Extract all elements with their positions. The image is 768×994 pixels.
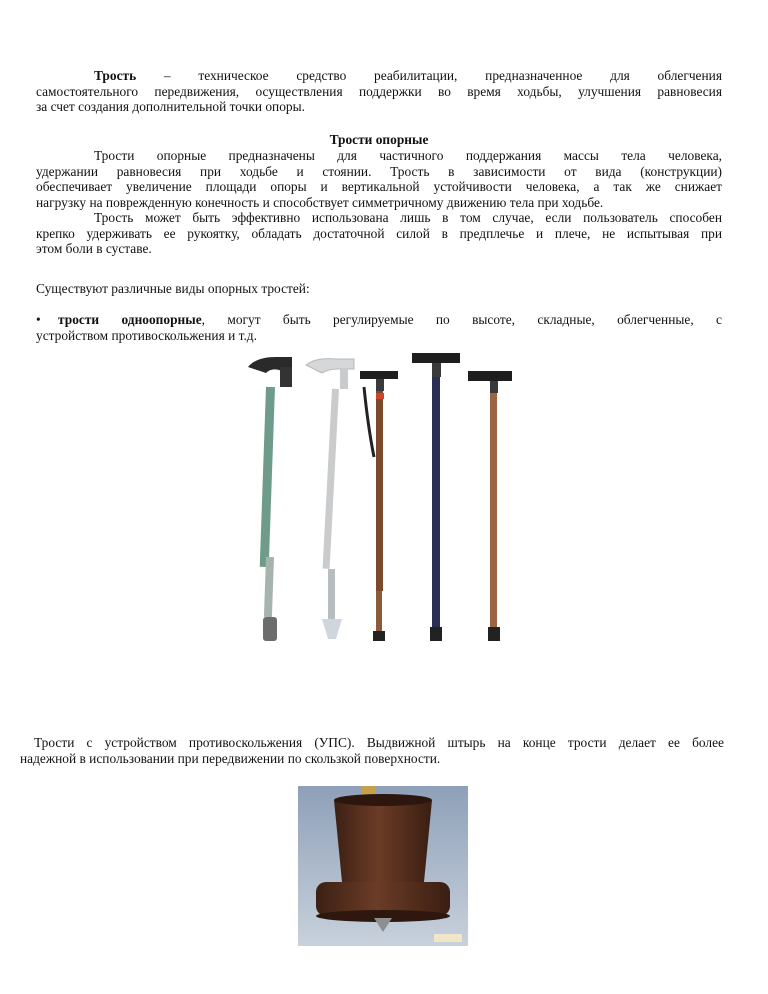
p2-line3: этом боли в суставе. [36,241,152,256]
section-paragraph-1 [36,148,722,257]
walking-canes-icon [236,347,536,659]
section-title: Трости опорные [329,132,429,147]
bullet-term: трости одноопорные [58,312,202,327]
cane-copper [468,371,512,641]
p1-line3: обеспечивает увеличение площади опоры и вертикальной устойчивости человека, а так же снижает [36,179,722,194]
p2-line1: Трость может быть эффективно использована лишь в том случае, если пользователь способен [94,210,722,225]
types-intro: Существуют различные виды опорных тростей: [36,281,310,296]
ups-line2: надежной в использовании при передвижении по скользкой поверхности. [20,750,441,766]
ups-line1: Трости с устройством противоскольжения (УПС). Выдвижной штырь на конце трости делает ее более [34,735,724,750]
bullet-rest-line2: устройством противоскольжения и т.д. [36,327,257,343]
p2-line2: крепко удерживать ее рукоятку, обладать достаточной силой в предплечье и плече, не испытывая при [36,225,722,241]
intro-term: Трость [94,68,137,83]
intro-line1: – техническое средство реабилитации, предназначенное для облегчения [163,68,722,83]
p1-line4: нагрузку на поврежденную конечность и способствует симметричному движению тела при ходьбе. [36,194,604,210]
cane-silver [306,359,354,639]
cane-navy [412,353,460,641]
ups-paragraph [20,735,724,766]
canes-photo [236,347,536,659]
bullet-marker: • [36,312,41,327]
bullet-rest-line1: , могут быть регулируемые по высоте, складные, облегченные, с [201,312,722,327]
cane-green [248,357,292,641]
cane-bronze [360,371,398,641]
intro-line3: за счет создания дополнительной точки опоры. [36,99,305,114]
intro-paragraph [36,68,722,115]
p1-line1: Трости опорные предназначены для частичного поддержания массы тела человека, [94,148,722,163]
bullet-item [36,312,722,343]
p1-line2: удержании равновесия при ходьбе и стоянии. Трость в зависимости от вида (конструкции) [36,163,722,179]
anti-slip-tip-photo [298,786,468,946]
intro-line2: самостоятельного передвижения, осуществления поддержки во время ходьбы, улучшения равновесия [36,83,722,99]
anti-slip-tip-icon [298,786,468,946]
